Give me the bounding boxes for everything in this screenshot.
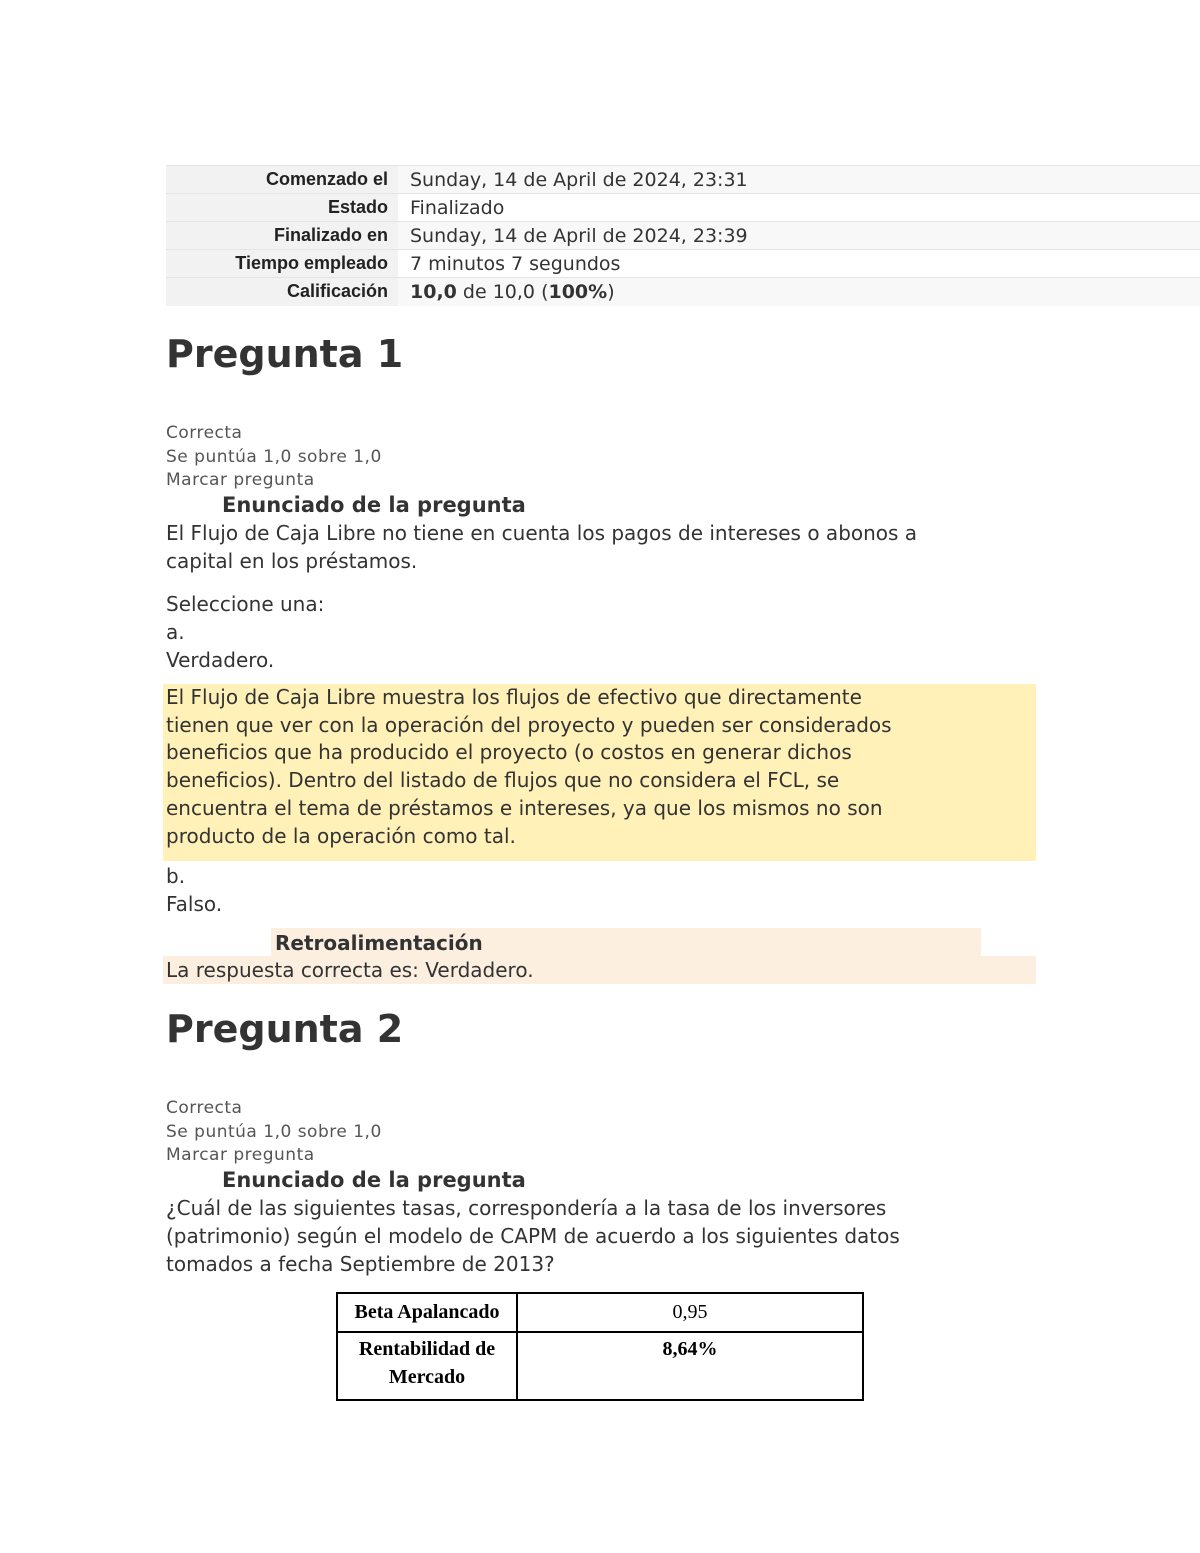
option-a-letter: a. [166, 620, 185, 644]
feedback-line: tienen que ver con la operación del proyecto y pueden ser considerados [166, 712, 892, 737]
summary-row [166, 194, 1200, 222]
grade-score: 10,0 [410, 280, 457, 303]
question-1-info [166, 422, 382, 493]
summary-value: Finalizado [398, 194, 1200, 222]
feedback-line: beneficios). Dentro del listado de flujos que no considera el FCL, se [166, 768, 840, 793]
grade-end: ) [607, 280, 615, 303]
question-text-line: ¿Cuál de las siguientes tasas, correspondería a la tasa de los inversores [166, 1196, 887, 1220]
summary-label: Tiempo empleado [166, 250, 398, 278]
flag-question-link[interactable]: Marcar pregunta [166, 1145, 315, 1165]
question-2-title: Pregunta 2 [166, 1007, 404, 1051]
table-row [337, 1293, 863, 1332]
summary-row [166, 250, 1200, 278]
option-b-text: Falso. [166, 892, 223, 916]
question-2-heading: Enunciado de la pregunta [222, 1168, 526, 1192]
summary-value: Sunday, 14 de April de 2024, 23:39 [398, 222, 1200, 250]
question-points: Se puntúa 1,0 sobre 1,0 [166, 446, 382, 467]
table-cell-value: 8,64% [517, 1332, 863, 1400]
feedback-heading: Retroalimentación [271, 928, 981, 956]
attempt-summary-table [166, 165, 1200, 306]
summary-row-grade [166, 278, 1200, 306]
flag-question-link[interactable]: Marcar pregunta [166, 470, 315, 490]
capm-data-table [336, 1292, 864, 1401]
grade-middle: de 10,0 ( [456, 280, 549, 303]
grade-percent: 100% [548, 280, 608, 303]
table-row [337, 1332, 863, 1400]
question-1-heading: Enunciado de la pregunta [222, 493, 526, 517]
table-cell-value: 0,95 [517, 1293, 863, 1332]
table-cell-label [337, 1332, 517, 1400]
question-text-line: tomados a fecha Septiembre de 2013? [166, 1252, 555, 1276]
label-line: Mercado [388, 1366, 466, 1388]
option-b[interactable] [166, 862, 222, 918]
question-1-title: Pregunta 1 [166, 332, 404, 376]
question-status: Correcta [166, 423, 243, 443]
summary-label: Estado [166, 194, 398, 222]
question-1-text [166, 519, 917, 575]
option-a-text: Verdadero. [166, 648, 275, 672]
table-cell-label: Beta Apalancado [337, 1293, 517, 1332]
summary-row [166, 166, 1200, 194]
question-text-line: capital en los préstamos. [166, 549, 418, 573]
question-2-text [166, 1194, 900, 1278]
label-line: Rentabilidad de [358, 1338, 496, 1360]
option-a[interactable] [166, 618, 274, 674]
feedback-line: producto de la operación como tal. [166, 823, 516, 848]
question-status: Correcta [166, 1098, 243, 1118]
feedback-line: encuentra el tema de préstamos e intereses, ya que los mismos no son [166, 795, 883, 820]
question-points: Se puntúa 1,0 sobre 1,0 [166, 1121, 382, 1142]
summary-label: Finalizado en [166, 222, 398, 250]
summary-value: Sunday, 14 de April de 2024, 23:31 [398, 166, 1200, 194]
summary-row [166, 222, 1200, 250]
grade-label: Calificación [166, 278, 398, 306]
feedback-line: beneficios que ha producido el proyecto (o costos en generar dichos [166, 740, 852, 765]
question-1-prompt: Seleccione una: [166, 592, 325, 616]
question-text-line: El Flujo de Caja Libre no tiene en cuenta los pagos de intereses o abonos a [166, 521, 918, 545]
correct-answer-text: La respuesta correcta es: Verdadero. [163, 956, 1036, 984]
question-2-info [166, 1097, 382, 1168]
summary-value: 7 minutos 7 segundos [398, 250, 1200, 278]
option-b-letter: b. [166, 864, 186, 888]
feedback-line: El Flujo de Caja Libre muestra los flujos de efectivo que directamente [166, 685, 862, 709]
option-a-feedback [163, 684, 1036, 861]
grade-value [398, 278, 1200, 306]
summary-label: Comenzado el [166, 166, 398, 194]
question-text-line: (patrimonio) según el modelo de CAPM de acuerdo a los siguientes datos [166, 1224, 900, 1248]
